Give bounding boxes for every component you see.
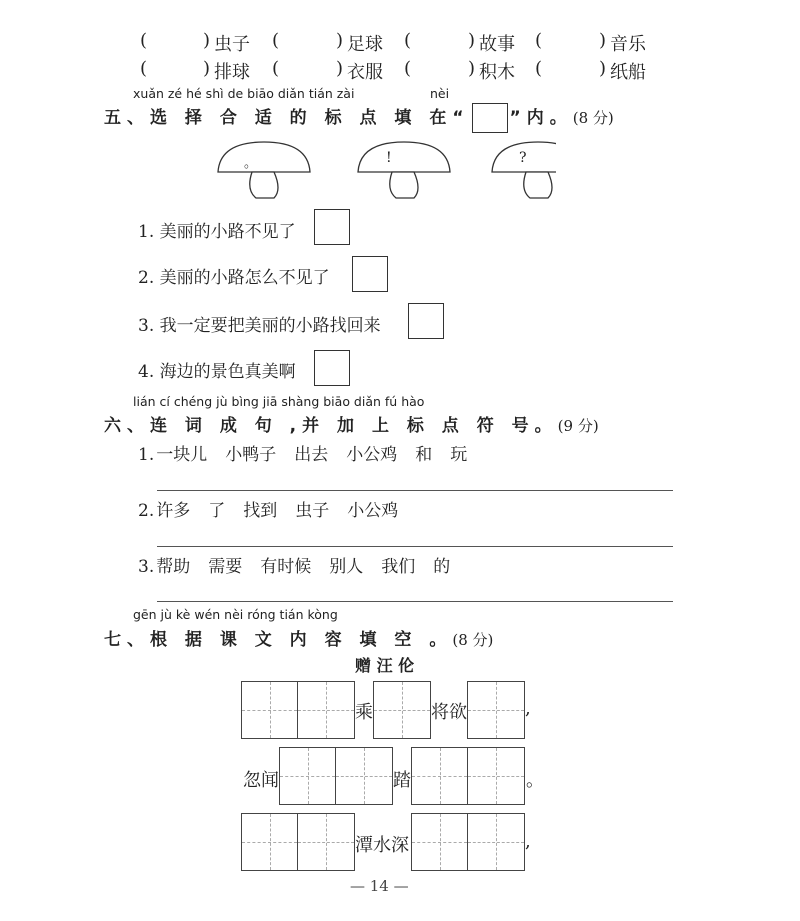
word: 我们 [381,557,416,577]
open-paren: ( [404,30,412,51]
grid-cell[interactable] [298,814,354,870]
poem-text: 乘 [355,702,373,723]
poem-text: 潭水深 [355,835,409,856]
section5-title [104,103,614,133]
grid-cell[interactable] [468,682,524,738]
grid-cell[interactable] [298,682,354,738]
section7-title [104,625,493,650]
word: 一块儿 [156,445,208,465]
word-item: 纸船 [610,62,646,83]
answer-box-2[interactable] [352,256,388,292]
poem-punct: , [525,831,531,852]
word: 需要 [208,557,243,577]
mushroom-exclaim-label: ! [386,150,392,166]
sentence-4: 4. 海边的景色真美啊 [138,362,296,382]
section5-title-a: 五、选 择 合 适 的 标 点 填 在“ [104,108,470,128]
word-item: 衣服 [347,62,383,83]
item-number: 3. [138,557,155,577]
punctuation-box-example [472,103,508,133]
grid-cell[interactable] [280,748,336,804]
grid-cell[interactable] [468,814,524,870]
char-grid-4[interactable] [411,813,525,871]
open-paren: ( [404,58,412,79]
mushroom-question-label: ? [519,150,527,166]
poem-punct: 。 [526,770,544,791]
section5-score: (8 分) [572,109,614,127]
poem-title: 赠 汪 伦 [355,656,415,675]
grid-cell[interactable] [412,748,468,804]
open-paren: ( [140,58,148,79]
close-paren: ) [599,58,607,79]
word-item: 足球 [347,34,383,55]
word-item: 音乐 [610,34,646,55]
close-paren: ) [336,58,344,79]
word: 了 [208,501,226,521]
section7-title-text: 七、根 据 课 文 内 容 填 空 。 [104,630,453,650]
word: 的 [433,557,451,577]
word: 帮助 [156,557,191,577]
open-paren: ( [140,30,148,51]
word: 小鸭子 [225,445,277,465]
answer-box-4[interactable] [314,350,350,386]
word-set-1 [138,440,485,465]
word: 小公鸡 [347,501,399,521]
mushroom-row [216,138,556,202]
word-set-3 [138,552,468,577]
sentence-2: 2. 美丽的小路怎么不见了 [138,268,330,288]
word-item: 故事 [479,34,515,55]
word-item: 积木 [479,62,515,83]
answer-line-1[interactable] [157,490,673,491]
char-grid-4[interactable] [241,813,355,871]
word: 小公鸡 [346,445,398,465]
char-grid-4[interactable] [279,747,393,805]
open-paren: ( [272,30,280,51]
section5-title-b: ”内。 [509,108,573,128]
item-number: 2. [138,501,155,521]
poem-text: 将欲 [431,702,467,723]
word: 找到 [243,501,278,521]
section6-pinyin: lián cí chéng jù bìng jiā shàng biāo diǎn fú hào [133,394,425,409]
word: 别人 [329,557,364,577]
close-paren: ) [599,30,607,51]
section7-score: (8 分) [452,631,494,649]
grid-cell[interactable] [336,748,392,804]
word: 虫子 [295,501,330,521]
section7-pinyin: gēn jù kè wén nèi róng tián kòng [133,607,338,622]
word-set-2 [138,496,416,521]
open-paren: ( [272,58,280,79]
section5-pinyin: xuǎn zé hé shì de biāo diǎn tián zài [133,86,355,101]
word: 和 [415,445,433,465]
sentence-3: 3. 我一定要把美丽的小路找回来 [138,316,381,336]
section6-title-text: 六、连 词 成 句 ,并 加 上 标 点 符 号。 [104,416,558,436]
close-paren: ) [468,58,476,79]
page-number: — 14 — [350,877,409,895]
char-grid-4[interactable] [411,747,525,805]
grid-cell[interactable] [242,682,298,738]
answer-line-2[interactable] [157,546,673,547]
close-paren: ) [336,30,344,51]
word-item: 排球 [214,62,250,83]
grid-cell[interactable] [374,682,430,738]
item-number: 1. [138,445,155,465]
word: 有时候 [260,557,312,577]
close-paren: ) [468,30,476,51]
close-paren: ) [203,58,211,79]
char-grid-4[interactable] [241,681,355,739]
mushroom-icon [358,142,450,198]
answer-line-3[interactable] [157,601,673,602]
word: 出去 [294,445,329,465]
section6-score: (9 分) [557,417,599,435]
answer-box-1[interactable] [314,209,350,245]
word-item: 虫子 [214,34,250,55]
open-paren: ( [535,30,543,51]
poem-text: 忽闻 [243,770,279,791]
grid-cell[interactable] [242,814,298,870]
mushroom-icon [218,142,310,198]
word: 玩 [450,445,468,465]
char-grid-1[interactable] [373,681,431,739]
grid-cell[interactable] [468,748,524,804]
open-paren: ( [535,58,543,79]
poem-punct: , [525,698,531,719]
section6-title [104,411,599,436]
char-grid-1[interactable] [467,681,525,739]
mushroom-period-label: 。 [244,156,258,171]
close-paren: ) [203,30,211,51]
answer-box-3[interactable] [408,303,444,339]
sentence-1: 1. 美丽的小路不见了 [138,222,296,242]
grid-cell[interactable] [412,814,468,870]
poem-text: 踏 [393,770,411,791]
section5-pinyin-extra: nèi [430,86,450,101]
word: 许多 [156,501,191,521]
